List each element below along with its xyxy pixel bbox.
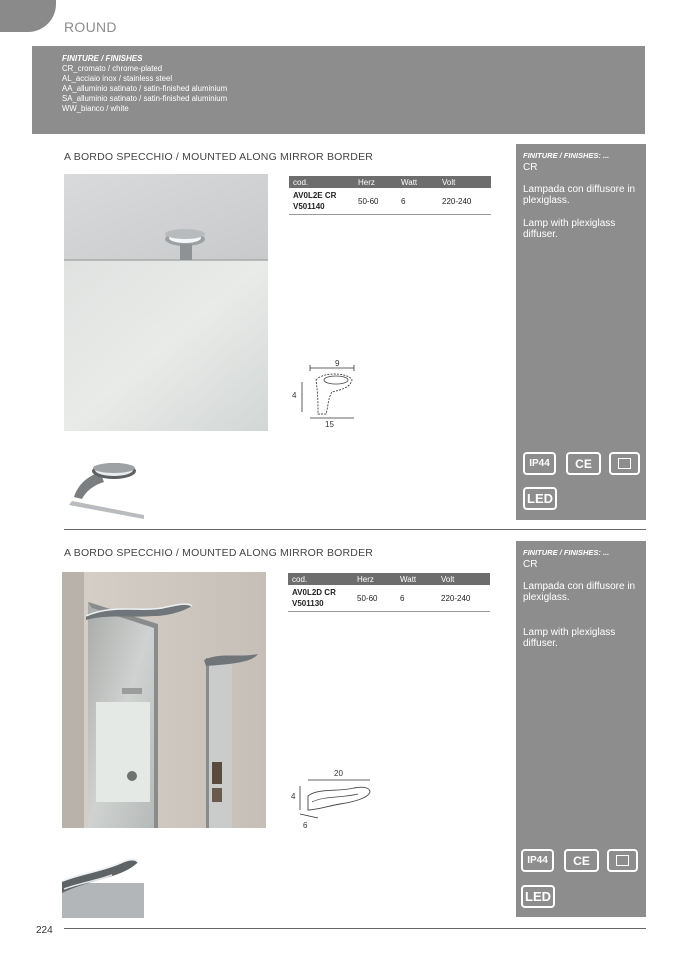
- ip44-badge: IP44: [523, 452, 556, 475]
- dimension-length: 6: [303, 821, 308, 830]
- column-header-volt: Volt: [437, 573, 490, 585]
- ce-mark-icon: CE: [564, 849, 599, 872]
- finish-line: SA_alluminio satinato / satin-finished aluminium: [62, 94, 228, 103]
- category-title: ROUND: [64, 19, 117, 35]
- description-italian: Lampada con diffusore in plexiglass.: [523, 581, 636, 603]
- product-2-spec-table: [288, 573, 490, 612]
- description-english: Lamp with plexiglass diffuser.: [523, 627, 616, 649]
- table-row: [289, 188, 491, 215]
- column-header-watt: Watt: [397, 176, 438, 188]
- dimension-width: 20: [334, 769, 343, 778]
- table-row: [288, 585, 490, 612]
- product-2-info-panel: [516, 541, 646, 917]
- product-article-number: V501140: [293, 202, 325, 211]
- product-1-dimension-drawing: [288, 358, 360, 428]
- product-article-number: V501130: [292, 599, 324, 608]
- product-1-spec-table: [289, 176, 491, 215]
- product-2-heading: A BORDO SPECCHIO / MOUNTED ALONG MIRROR BORDER: [64, 547, 374, 559]
- dimension-height: 4: [291, 792, 296, 801]
- herz-value: 50-60: [353, 585, 396, 612]
- product-1-heading: A BORDO SPECCHIO / MOUNTED ALONG MIRROR BORDER: [64, 151, 374, 163]
- watt-value: 6: [396, 585, 437, 612]
- dimension-height: 4: [292, 391, 297, 400]
- product-1-detail-photo: [64, 455, 146, 520]
- column-header-watt: Watt: [396, 573, 437, 585]
- dimension-length: 15: [325, 420, 334, 428]
- product-code-cell: [288, 585, 353, 612]
- product-code: AV0L2E CR: [293, 191, 337, 200]
- product-1-info-panel: [516, 144, 646, 520]
- finish-line: CR_cromato / chrome-plated: [62, 64, 163, 73]
- finishes-legend: [32, 46, 645, 134]
- volt-value: 220-240: [438, 188, 491, 215]
- dimension-width: 9: [335, 359, 340, 368]
- product-1-photo: [64, 174, 268, 431]
- volt-value: 220-240: [437, 585, 490, 612]
- description-english: Lamp with plexiglass diffuser.: [523, 218, 616, 240]
- footer-divider: [64, 928, 646, 929]
- class-ii-insulation-icon: [607, 849, 638, 872]
- finish-line: WW_bianco / white: [62, 104, 129, 113]
- finish-line: AL_acciaio inox / stainless steel: [62, 74, 173, 83]
- finish-line: AA_alluminio satinato / satin-finished aluminium: [62, 84, 228, 93]
- column-header-volt: Volt: [438, 176, 491, 188]
- product-code: AV0L2D CR: [292, 588, 336, 597]
- ip44-badge: IP44: [521, 849, 554, 872]
- panel-finishes-title: FINITURE / FINISHES: ...: [523, 151, 610, 160]
- class-ii-insulation-icon: [609, 452, 640, 475]
- page-number: 224: [36, 925, 53, 936]
- panel-finish-code: CR: [523, 559, 538, 570]
- ce-mark-icon: CE: [566, 452, 601, 475]
- led-badge: LED: [523, 487, 557, 510]
- corner-tab: [0, 0, 56, 32]
- column-header-code: cod.: [288, 573, 353, 585]
- herz-value: 50-60: [354, 188, 397, 215]
- finishes-title: FINITURE / FINISHES: [62, 54, 143, 63]
- description-italian: Lampada con diffusore in plexiglass.: [523, 184, 636, 206]
- product-2-photo: [62, 572, 266, 828]
- product-code-cell: [289, 188, 354, 215]
- panel-finish-code: CR: [523, 162, 538, 173]
- column-header-code: cod.: [289, 176, 354, 188]
- led-badge: LED: [521, 885, 555, 908]
- column-header-herz: Herz: [354, 176, 397, 188]
- panel-finishes-title: FINITURE / FINISHES: ...: [523, 548, 610, 557]
- column-header-herz: Herz: [353, 573, 396, 585]
- product-2-detail-photo: [62, 853, 144, 918]
- product-2-dimension-drawing: [288, 766, 380, 832]
- section-divider: [64, 529, 646, 530]
- watt-value: 6: [397, 188, 438, 215]
